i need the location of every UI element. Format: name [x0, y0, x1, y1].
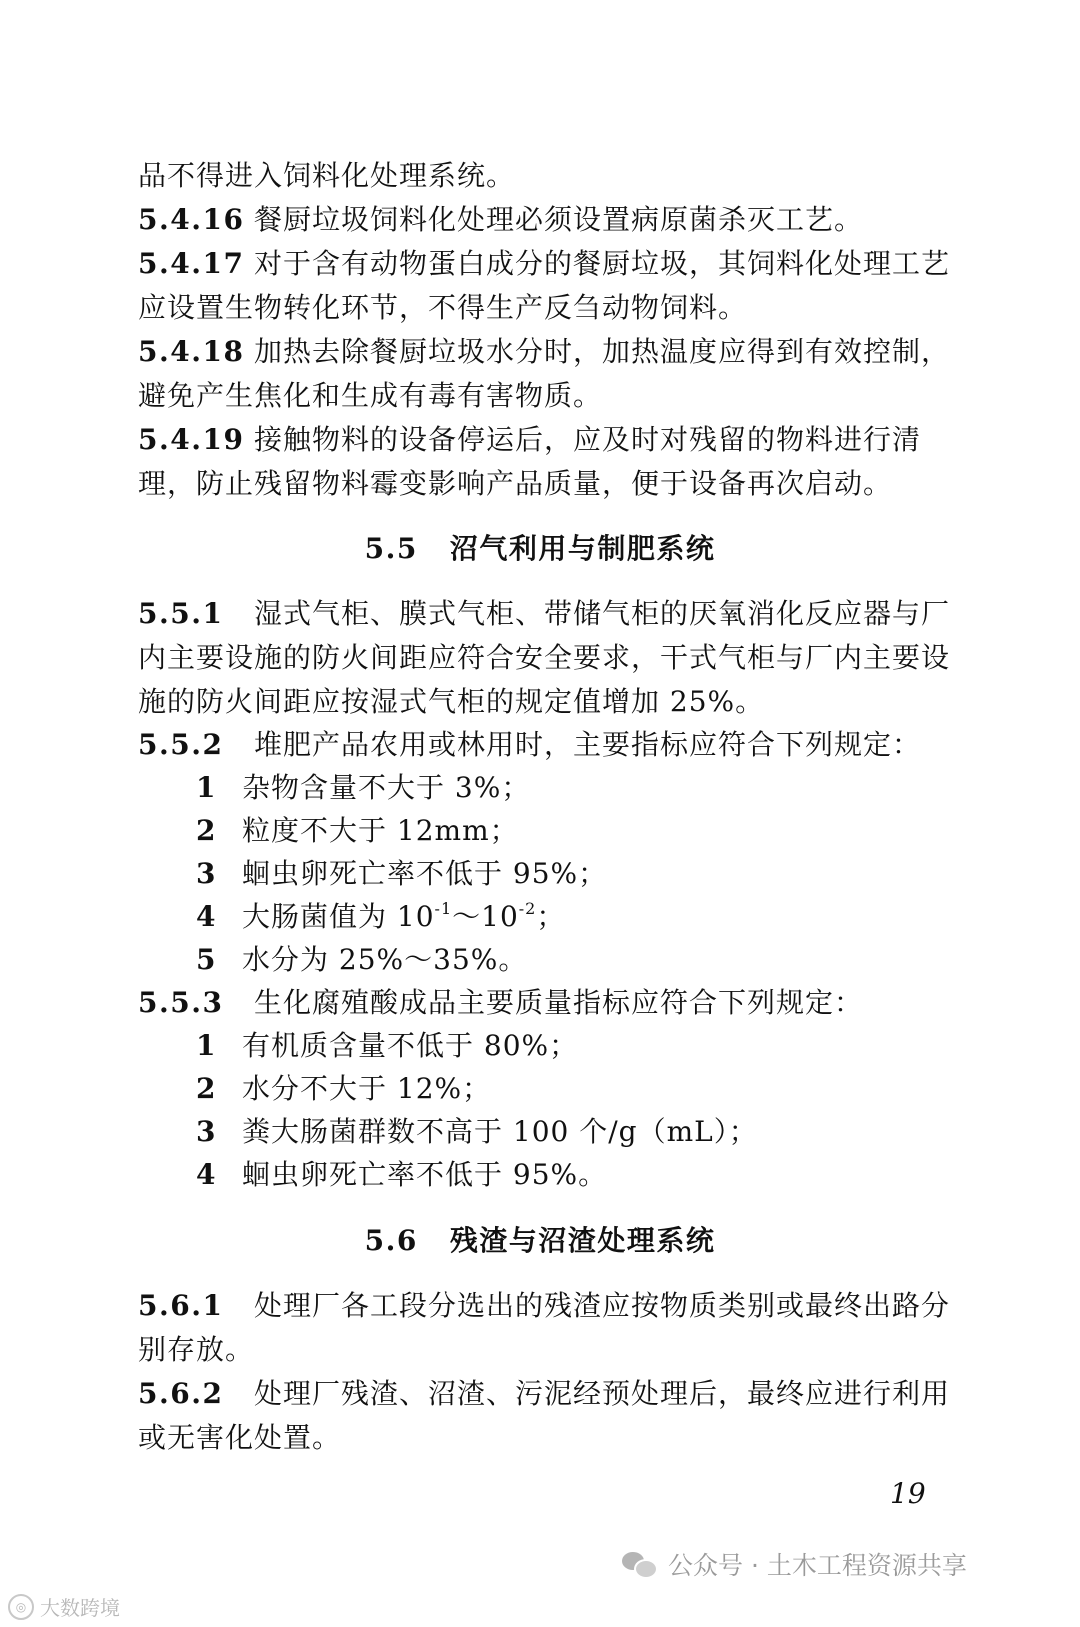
clause-number: 5.6.2 [138, 1377, 224, 1410]
clause-text: 施的防火间距应按湿式气柜的规定值增加 25%。 [138, 685, 765, 718]
clause-continuation [138, 290, 747, 326]
list-item [196, 856, 607, 892]
item-text: 粪大肠菌群数不高于 100 个/g（mL）； [242, 1115, 758, 1148]
clause-continuation [138, 640, 950, 676]
item-number: 4 [196, 900, 217, 933]
clause-number: 5.5.3 [138, 986, 224, 1019]
clause-5-5-3 [138, 985, 863, 1021]
clause-text: 对于含有动物蛋白成分的餐厨垃圾，其饲料化处理工艺 [254, 247, 951, 280]
item-number: 1 [196, 1029, 217, 1062]
item-number: 3 [196, 1115, 217, 1148]
clause-5-4-19 [138, 422, 921, 458]
item-text: 大肠菌值为 10 [242, 900, 435, 933]
dashuo-logo-icon: ◎ [8, 1594, 34, 1620]
item-text: ～10 [452, 900, 519, 933]
page-number: 19 [890, 1477, 926, 1510]
list-item [196, 770, 530, 806]
item-text: ； [536, 900, 566, 933]
item-text: 蛔虫卵死亡率不低于 95%。 [242, 1158, 608, 1191]
clause-text: 接触物料的设备停运后，应及时对残留的物料进行清 [254, 423, 922, 456]
clause-continuation [138, 466, 892, 502]
text-line [138, 158, 515, 194]
clause-5-4-18 [138, 334, 950, 370]
section-title: 残渣与沼渣处理系统 [449, 1224, 716, 1257]
clause-5-4-16 [138, 202, 863, 238]
item-number: 3 [196, 857, 217, 890]
section-heading-5-6 [0, 1223, 1080, 1259]
clause-text: 别存放。 [138, 1333, 255, 1366]
clause-number: 5.4.19 [138, 423, 245, 456]
clause-text: 避免产生焦化和生成有毒有害物质。 [138, 379, 603, 412]
clause-continuation [138, 684, 764, 720]
section-number: 5.6 [364, 1224, 418, 1257]
clause-number: 5.5.2 [138, 728, 224, 761]
section-title: 沼气利用与制肥系统 [449, 532, 716, 565]
list-item [196, 942, 527, 978]
section-number: 5.5 [364, 532, 418, 565]
wechat-icon [622, 1550, 658, 1578]
clause-text: 堆肥产品农用或林用时，主要指标应符合下列规定： [254, 728, 922, 761]
clause-text: 处理厂残渣、沼渣、污泥经预处理后，最终应进行利用 [254, 1377, 951, 1410]
item-number: 2 [196, 814, 217, 847]
clause-text: 加热去除餐厨垃圾水分时，加热温度应得到有效控制， [254, 335, 951, 368]
list-item [196, 1028, 578, 1064]
clause-continuation [138, 1420, 341, 1456]
clause-5-6-2 [138, 1376, 950, 1412]
clause-number: 5.4.17 [138, 247, 245, 280]
watermark-text: 公众号 · 土木工程资源共享 [668, 1551, 967, 1580]
item-text: 有机质含量不低于 80%； [242, 1029, 579, 1062]
clause-text: 内主要设施的防火间距应符合安全要求，干式气柜与厂内主要设 [138, 641, 951, 674]
clause-text: 理，防止残留物料霉变影响产品质量，便于设备再次启动。 [138, 467, 893, 500]
item-text: 杂物含量不大于 3%； [242, 771, 531, 804]
item-text: 水分不大于 12%； [242, 1072, 492, 1105]
superscript: -2 [518, 898, 537, 918]
clause-5-4-17 [138, 246, 950, 282]
clause-text: 应设置生物转化环节，不得生产反刍动物饲料。 [138, 291, 748, 324]
clause-number: 5.5.1 [138, 597, 224, 630]
clause-text: 餐厨垃圾饲料化处理必须设置病原菌杀灭工艺。 [254, 203, 864, 236]
section-heading-5-5 [0, 531, 1080, 567]
clause-number: 5.6.1 [138, 1289, 224, 1322]
clause-5-6-1 [138, 1288, 950, 1324]
clause-continuation [138, 1332, 254, 1368]
clause-5-5-1 [138, 596, 950, 632]
item-number: 2 [196, 1072, 217, 1105]
clause-text: 生化腐殖酸成品主要质量指标应符合下列规定： [254, 986, 864, 1019]
corner-watermark [8, 1592, 120, 1621]
item-number: 1 [196, 771, 217, 804]
clause-text: 湿式气柜、膜式气柜、带储气柜的厌氧消化反应器与厂 [254, 597, 951, 630]
clause-5-5-2 [138, 727, 921, 763]
item-text: 蛔虫卵死亡率不低于 95%； [242, 857, 608, 890]
list-item [196, 813, 519, 849]
clause-continuation [138, 378, 602, 414]
wechat-watermark [622, 1546, 967, 1582]
watermark-text: 大数跨境 [40, 1596, 120, 1620]
clause-number: 5.4.18 [138, 335, 245, 368]
clause-text: 处理厂各工段分选出的残渣应按物质类别或最终出路分 [254, 1289, 951, 1322]
item-text: 粒度不大于 12mm； [242, 814, 519, 847]
superscript: -1 [434, 898, 453, 918]
list-item [196, 899, 565, 935]
clause-number: 5.4.16 [138, 203, 245, 236]
item-number: 5 [196, 943, 217, 976]
item-text: 水分为 25%～35%。 [242, 943, 528, 976]
item-number: 4 [196, 1158, 217, 1191]
text: 品不得进入饲料化处理系统。 [138, 159, 516, 192]
clause-text: 或无害化处置。 [138, 1421, 342, 1454]
list-item [196, 1157, 607, 1193]
list-item [196, 1114, 758, 1150]
list-item [196, 1071, 491, 1107]
